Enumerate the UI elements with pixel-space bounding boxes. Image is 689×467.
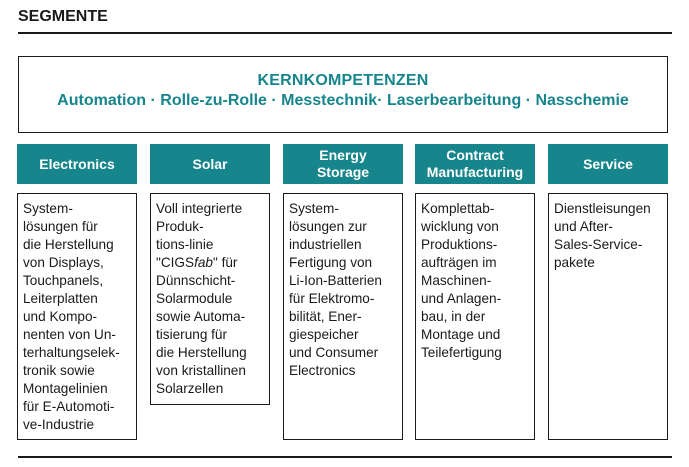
solar-description-part1: Voll integrierte Produk- tions-linie "CIGS [156, 201, 243, 270]
segment-energy-storage [283, 144, 403, 440]
segment-service [548, 144, 668, 440]
top-divider [18, 32, 672, 34]
bottom-divider [18, 456, 672, 458]
solar-description-italic: fab [194, 255, 213, 270]
solar-description-part2: " für Dünnschicht- Solarmodule sowie Automa- tisierung für die Herstellung von kristallinen Solarzellen [156, 255, 247, 396]
page-title: SEGMENTE [18, 8, 108, 25]
segment-electronics-header [17, 144, 137, 184]
segment-solar [150, 144, 270, 405]
core-competencies-box [18, 56, 668, 133]
segment-contract-manufacturing-description: Komplettab- wicklung von Produktions- aufträgen im Maschinen- und Anlagen- bau, in der Montage und Teilefertigung [415, 193, 535, 440]
segment-solar-description [150, 193, 270, 405]
segment-contract-manufacturing-header [415, 144, 535, 184]
segment-energy-storage-description: System- lösungen zur industriellen Fertigung von Li-Ion-Batterien für Elektromo- bilität, Ener- giespeicher und Consumer Electronics [283, 193, 403, 440]
segment-electronics [17, 144, 137, 440]
segment-service-description: Dienstleisungen und After- Sales-Service- pakete [548, 193, 668, 440]
segment-label: Electronics [39, 155, 115, 172]
segment-label: Solar [192, 155, 228, 172]
segment-contract-manufacturing [415, 144, 535, 440]
segment-label: Service [583, 155, 633, 172]
segment-label: Energy Storage [316, 147, 370, 180]
segment-energy-storage-header [283, 144, 403, 184]
segment-service-header [548, 144, 668, 184]
segment-solar-header [150, 144, 270, 184]
segment-label: Contract Manufacturing [426, 147, 524, 180]
core-competencies-list: Automation · Rolle-zu-Rolle · Messtechnik· Laserbearbeitung · Nasschemie [57, 92, 629, 109]
segment-electronics-description: System- lösungen für die Herstellung von Displays, Touchpanels, Leiterplatten und Kompo- nenten von Un- terhaltungselek- tronik sowie Montagelinien für E-Automoti- ve-Industrie [17, 193, 137, 440]
core-competencies-title: KERNKOMPETENZEN [257, 72, 429, 89]
